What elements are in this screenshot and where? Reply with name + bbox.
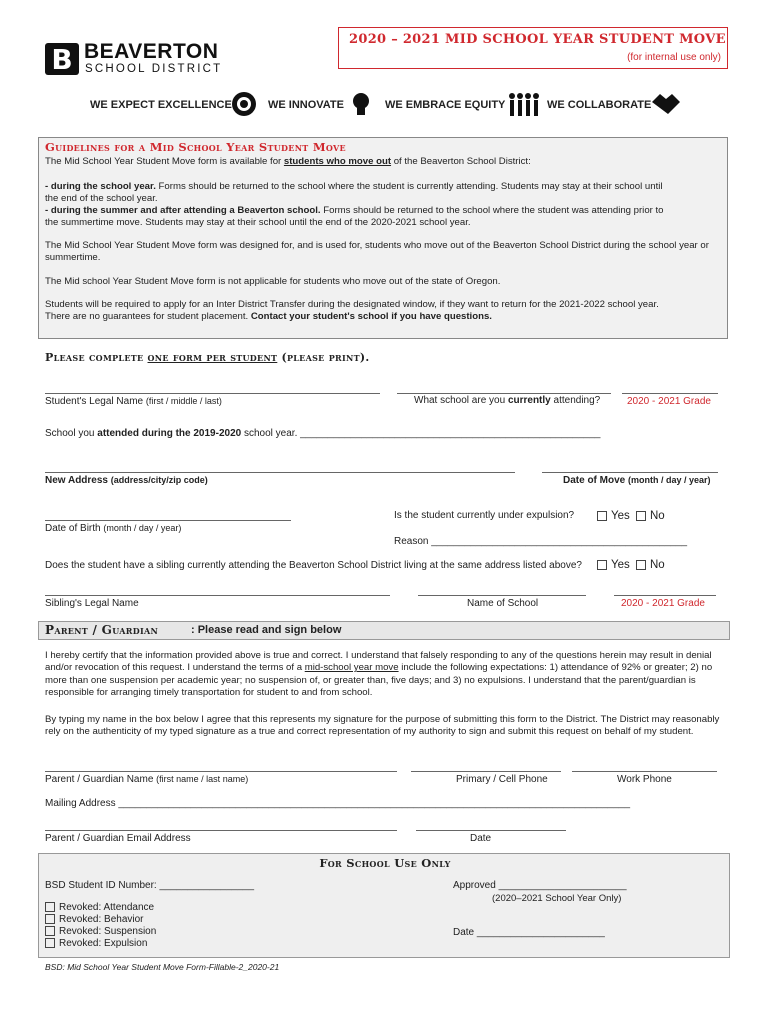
revoked-suspension-option[interactable] bbox=[45, 926, 156, 937]
work-phone-label: Work Phone bbox=[617, 774, 672, 785]
b1-line2: the end of the school year. bbox=[45, 193, 158, 204]
parent-name-label-text: Parent / Guardian Name bbox=[45, 774, 154, 785]
new-address-field[interactable] bbox=[45, 472, 515, 473]
b1-text: Forms should be returned to the school where the student is currently attending. Students may stay at their school until bbox=[155, 181, 663, 192]
prev-school-post: school year. ______________________________________________________ bbox=[241, 428, 601, 439]
expulsion-question: Is the student currently under expulsion? bbox=[394, 510, 575, 521]
guidelines-p2: The Mid School Year Student Move form was designed for, and is used for, students who move out of the Beaverton School District during the school year or summertime. bbox=[45, 240, 709, 263]
sibling-grade-label: 2020 - 2021 Grade bbox=[621, 598, 705, 609]
lightbulb-icon bbox=[347, 90, 375, 118]
expulsion-no-checkbox[interactable] bbox=[636, 511, 646, 521]
guidelines-bullet-2 bbox=[45, 205, 725, 229]
current-grade-field[interactable] bbox=[622, 393, 718, 394]
guidelines-heading: Guidelines for a Mid School Year Student Move bbox=[45, 140, 346, 154]
p4-line2-pre: There are no guarantees for student placement. bbox=[45, 311, 251, 322]
sibling-school-label: Name of School bbox=[467, 598, 539, 609]
heading-pre: Please complete bbox=[45, 351, 148, 364]
b2-lead: - during the summer and after attending a Beaverton school. bbox=[45, 205, 321, 216]
approved-field[interactable]: Approved _______________________ bbox=[453, 880, 627, 891]
current-school-pre: What school are you bbox=[414, 395, 508, 406]
revoked-attendance-option[interactable] bbox=[45, 902, 154, 913]
value-equity: WE EMBRACE EQUITY bbox=[385, 99, 506, 111]
date-of-birth-label bbox=[45, 523, 181, 534]
revoked-suspension-label: Revoked: Suspension bbox=[59, 926, 157, 937]
revoked-suspension-checkbox[interactable] bbox=[45, 926, 55, 936]
parent-section-heading bbox=[38, 621, 730, 640]
date-move-label-text: Date of Move bbox=[563, 475, 626, 486]
date-move-hint: (month / day / year) bbox=[628, 475, 711, 485]
handshake-icon bbox=[650, 90, 682, 118]
sibling-no-option[interactable] bbox=[636, 559, 665, 571]
new-address-label-text: New Address bbox=[45, 475, 108, 486]
date-of-birth-field[interactable] bbox=[45, 520, 291, 521]
svg-text:B: B bbox=[51, 43, 73, 76]
prev-school-pre: School you bbox=[45, 428, 98, 439]
b2-line2: the summertime move. Students may stay at their school until the end of the 2020-2021 school year. bbox=[45, 217, 471, 228]
dob-label-text: Date of Birth bbox=[45, 523, 101, 534]
prev-school-row[interactable] bbox=[45, 428, 600, 439]
p4-line2-bold: Contact your student's school if you have questions. bbox=[250, 311, 492, 322]
expulsion-yes-option[interactable] bbox=[597, 510, 630, 522]
b2-text: Forms should be returned to the school where the student was attending prior to bbox=[320, 205, 664, 216]
parent-heading-suffix: : Please read and sign below bbox=[191, 624, 342, 636]
cert-pre: I hereby certify that the information provided above is true and correct. I understand that falsely responding to any of the questions herein may result in denial and/or revocation of this request. I understand the terms of a bbox=[45, 650, 712, 674]
value-collaborate: WE COLLABORATE bbox=[547, 99, 652, 111]
sibling-no-label: No bbox=[650, 559, 665, 571]
sibling-name-label: Sibling's Legal Name bbox=[45, 598, 139, 609]
parent-name-field[interactable] bbox=[45, 771, 397, 772]
current-grade-label: 2020 - 2021 Grade bbox=[627, 396, 711, 407]
expulsion-yes-checkbox[interactable] bbox=[597, 511, 607, 521]
b1-lead: - during the school year. bbox=[45, 181, 156, 192]
signature-date-field[interactable] bbox=[416, 830, 566, 831]
revoked-behavior-checkbox[interactable] bbox=[45, 914, 55, 924]
signature-text: By typing my name in the box below I agree that this represents my signature for the purpose of submitting this form to the District. The District may reasonably rely on the authenticity of my typed signature as a true and correct representation of my authority to sign and submit this request on behalf of my student. bbox=[45, 714, 720, 738]
certification-text bbox=[45, 650, 727, 699]
revoked-expulsion-option[interactable] bbox=[45, 938, 147, 949]
footer-text: BSD: Mid School Year Student Move Form-Fillable-2_2020-21 bbox=[45, 962, 280, 972]
p4-line1: Students will be required to apply for an Inter District Transfer during the designated window, if they want to return for the 2021-2022 school year. bbox=[45, 299, 659, 310]
revoked-expulsion-label: Revoked: Expulsion bbox=[59, 938, 148, 949]
mailing-address-field[interactable]: Mailing Address ____________________________________________________________________________________________ bbox=[45, 798, 631, 809]
bsd-student-id-field[interactable]: BSD Student ID Number: _________________ bbox=[45, 880, 255, 891]
value-innovate: WE INNOVATE bbox=[268, 99, 344, 111]
intro-post: of the Beaverton School District: bbox=[391, 156, 531, 167]
beaverton-b-icon bbox=[44, 42, 80, 76]
values-bar bbox=[0, 90, 770, 120]
parent-name-label bbox=[45, 774, 248, 785]
no-label: No bbox=[650, 510, 665, 522]
date-of-move-field[interactable] bbox=[542, 472, 718, 473]
parent-email-label: Parent / Guardian Email Address bbox=[45, 833, 191, 844]
heading-underlined: one form per student bbox=[147, 351, 278, 364]
prev-school-bold: attended during the 2019-2020 bbox=[97, 428, 242, 439]
heading-post: (please print). bbox=[277, 351, 370, 364]
parent-heading-text: Parent / Guardian bbox=[45, 623, 159, 637]
sibling-grade-field[interactable] bbox=[614, 595, 716, 596]
expulsion-reason-field[interactable]: Reason ______________________________________________ bbox=[394, 536, 688, 547]
people-group-icon bbox=[506, 90, 540, 118]
school-date-field[interactable]: Date _______________________ bbox=[453, 927, 605, 938]
guidelines-p4 bbox=[45, 299, 725, 323]
legal-name-label: Student's Legal Name bbox=[45, 396, 144, 407]
sibling-no-checkbox[interactable] bbox=[636, 560, 646, 570]
student-legal-name-field[interactable] bbox=[45, 393, 380, 394]
guidelines-p3: The Mid school Year Student Move form is not applicable for students who move out of the state of Oregon. bbox=[45, 276, 501, 287]
logo-line2: SCHOOL DISTRICT bbox=[85, 63, 223, 75]
work-phone-field[interactable] bbox=[572, 771, 717, 772]
current-school-post: attending? bbox=[550, 395, 601, 406]
expulsion-no-option[interactable] bbox=[636, 510, 665, 522]
cert-post: include the following expectations: 1) attendance of 92% or greater; 2) no more than one suspension per academic year; no suspension of, or greater than, five days; and 3) no expulsions. I understand that the parent/guardian is responsible for arranging timely transportation for student to and from school. bbox=[45, 662, 713, 698]
primary-phone-field[interactable] bbox=[411, 771, 561, 772]
revoked-attendance-label: Revoked: Attendance bbox=[59, 902, 155, 913]
student-legal-name-label bbox=[45, 396, 222, 407]
internal-use-note: (for internal use only) bbox=[627, 52, 721, 63]
sibling-school-field[interactable] bbox=[418, 595, 586, 596]
date-of-move-label bbox=[563, 475, 711, 486]
award-badge-icon bbox=[230, 90, 258, 118]
approved-subtext: (2020–2021 School Year Only) bbox=[492, 893, 622, 904]
new-address-label bbox=[45, 475, 208, 486]
guidelines-bullet-1 bbox=[45, 181, 725, 205]
sibling-yes-label: Yes bbox=[611, 559, 630, 571]
legal-name-hint: (first / middle / last) bbox=[145, 396, 222, 406]
dob-hint: (month / day / year) bbox=[103, 523, 182, 533]
revoked-behavior-label: Revoked: Behavior bbox=[59, 914, 144, 925]
parent-email-field[interactable] bbox=[45, 830, 397, 831]
value-excellence: WE EXPECT EXCELLENCE bbox=[90, 99, 232, 111]
intro-pre: The Mid School Year Student Move form is available for bbox=[45, 156, 284, 167]
student-section-heading bbox=[45, 351, 370, 364]
district-logo bbox=[44, 42, 234, 78]
revoked-attendance-checkbox[interactable] bbox=[45, 902, 55, 912]
current-school-field[interactable] bbox=[397, 393, 611, 394]
school-use-heading: For School Use Only bbox=[319, 856, 451, 870]
cert-underlined: mid-school year move bbox=[304, 662, 399, 674]
new-address-hint: (address/city/zip code) bbox=[110, 475, 208, 485]
primary-phone-label: Primary / Cell Phone bbox=[456, 774, 548, 785]
guidelines-intro bbox=[45, 156, 725, 168]
current-school-label bbox=[414, 395, 600, 406]
sibling-yes-option[interactable] bbox=[597, 559, 630, 571]
intro-emphasis: students who move out bbox=[283, 156, 392, 167]
logo-line1: BEAVERTON bbox=[84, 40, 219, 63]
signature-date-label: Date bbox=[470, 833, 492, 844]
form-title-box bbox=[338, 27, 728, 69]
yes-label: Yes bbox=[611, 510, 630, 522]
parent-name-hint: (first name / last name) bbox=[156, 774, 249, 784]
revoked-behavior-option[interactable] bbox=[45, 914, 144, 925]
revoked-expulsion-checkbox[interactable] bbox=[45, 938, 55, 948]
sibling-name-field[interactable] bbox=[45, 595, 390, 596]
current-school-bold: currently bbox=[507, 395, 551, 406]
sibling-question: Does the student have a sibling currently attending the Beaverton School District living at the same address listed above? bbox=[45, 560, 582, 571]
sibling-yes-checkbox[interactable] bbox=[597, 560, 607, 570]
form-title: 2020 – 2021 MID SCHOOL YEAR STUDENT MOVE bbox=[349, 32, 726, 47]
